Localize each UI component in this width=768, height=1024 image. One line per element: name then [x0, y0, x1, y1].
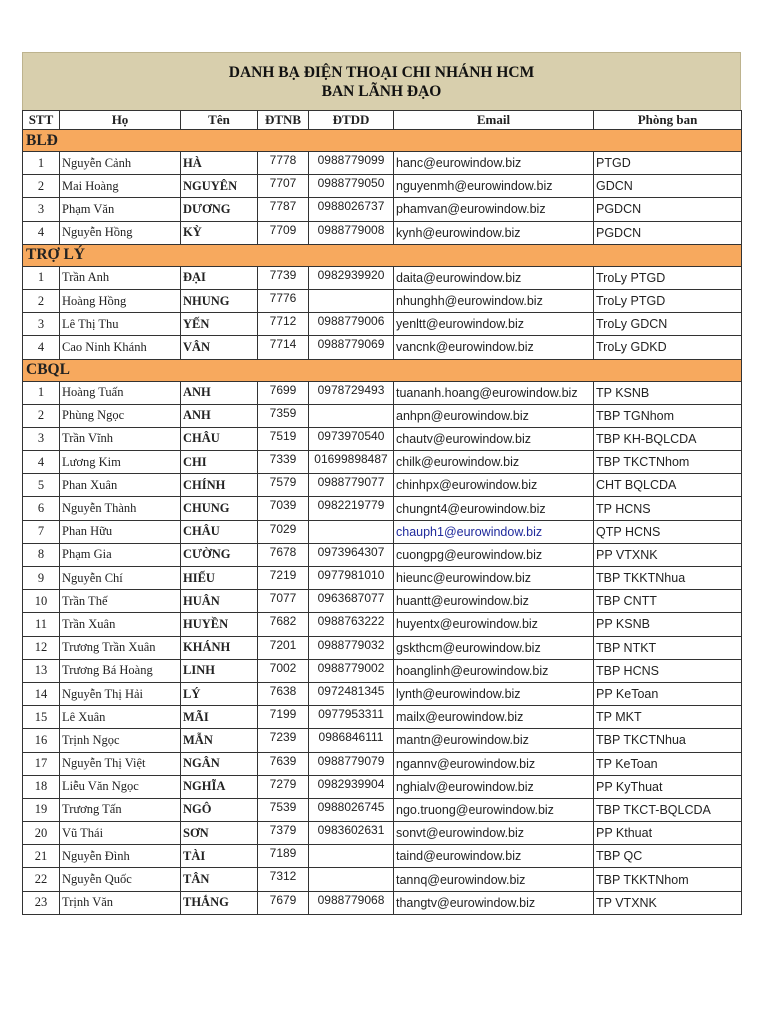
row-dtdd: 0982939904 — [309, 775, 394, 798]
header-ho: Họ — [60, 111, 181, 130]
row-email[interactable]: kynh@eurowindow.biz — [394, 221, 594, 244]
row-ten: MẪN — [181, 729, 258, 752]
row-email[interactable]: gskthcm@eurowindow.biz — [394, 636, 594, 659]
row-dtnb: 7077 — [258, 590, 309, 613]
row-stt: 2 — [23, 289, 60, 312]
row-ho: Mai Hoàng — [60, 175, 181, 198]
table-row — [23, 404, 742, 427]
row-phong-ban: TP KeToan — [594, 752, 742, 775]
row-phong-ban: TBP TKCTNhua — [594, 729, 742, 752]
row-ho: Phan Hữu — [60, 520, 181, 543]
row-phong-ban: TBP HCNS — [594, 659, 742, 682]
row-phong-ban: TroLy PTGD — [594, 289, 742, 312]
row-dtnb: 7539 — [258, 798, 309, 821]
row-phong-ban: PP KSNB — [594, 613, 742, 636]
row-dtnb: 7279 — [258, 775, 309, 798]
row-ten: NGÂN — [181, 752, 258, 775]
row-ten: ĐẠI — [181, 266, 258, 289]
row-stt: 14 — [23, 682, 60, 705]
row-ho: Trần Anh — [60, 266, 181, 289]
row-stt: 12 — [23, 636, 60, 659]
row-ho: Lê Thị Thu — [60, 313, 181, 336]
row-phong-ban: TBP TKCT-BQLCDA — [594, 798, 742, 821]
row-ho: Vũ Thái — [60, 822, 181, 845]
row-email[interactable]: phamvan@eurowindow.biz — [394, 198, 594, 221]
table-row — [23, 289, 742, 312]
table-row — [23, 221, 742, 244]
row-ten: CƯỜNG — [181, 543, 258, 566]
row-dtdd: 0973964307 — [309, 543, 394, 566]
row-phong-ban: GDCN — [594, 175, 742, 198]
table-row — [23, 175, 742, 198]
row-ho: Trần Xuân — [60, 613, 181, 636]
row-dtdd: 0988779050 — [309, 175, 394, 198]
table-row — [23, 427, 742, 450]
row-phong-ban: TroLy PTGD — [594, 266, 742, 289]
row-ho: Trương Trần Xuân — [60, 636, 181, 659]
row-email[interactable]: nghialv@eurowindow.biz — [394, 775, 594, 798]
table-row — [23, 868, 742, 891]
row-email[interactable]: lynth@eurowindow.biz — [394, 682, 594, 705]
row-dtdd: 0963687077 — [309, 590, 394, 613]
row-email[interactable]: ngannv@eurowindow.biz — [394, 752, 594, 775]
row-phong-ban: QTP HCNS — [594, 520, 742, 543]
row-phong-ban: TBP TKCTNhom — [594, 451, 742, 474]
row-email[interactable]: chinhpx@eurowindow.biz — [394, 474, 594, 497]
row-dtdd: 0977953311 — [309, 706, 394, 729]
table-row — [23, 706, 742, 729]
section-label: BLĐ — [23, 130, 742, 152]
row-dtnb: 7029 — [258, 520, 309, 543]
table-row — [23, 775, 742, 798]
row-ten: HUÂN — [181, 590, 258, 613]
directory-subtitle: BAN LÃNH ĐẠO — [321, 83, 442, 100]
row-dtnb: 7339 — [258, 451, 309, 474]
row-dtdd: 0988779008 — [309, 221, 394, 244]
table-row — [23, 636, 742, 659]
row-email[interactable]: hanc@eurowindow.biz — [394, 152, 594, 175]
row-phong-ban: CHT BQLCDA — [594, 474, 742, 497]
row-ho: Nguyễn Quốc — [60, 868, 181, 891]
row-stt: 4 — [23, 221, 60, 244]
row-ten: CHÂU — [181, 427, 258, 450]
row-stt: 22 — [23, 868, 60, 891]
row-phong-ban: TroLy GDKD — [594, 336, 742, 359]
row-dtnb: 7189 — [258, 845, 309, 868]
row-ten: MÃI — [181, 706, 258, 729]
row-email[interactable]: tuananh.hoang@eurowindow.biz — [394, 381, 594, 404]
row-email[interactable]: mailx@eurowindow.biz — [394, 706, 594, 729]
row-stt: 21 — [23, 845, 60, 868]
table-row — [23, 497, 742, 520]
row-email[interactable]: daita@eurowindow.biz — [394, 266, 594, 289]
row-phong-ban: PP VTXNK — [594, 543, 742, 566]
row-ten: NHUNG — [181, 289, 258, 312]
row-dtnb: 7359 — [258, 404, 309, 427]
row-ho: Nguyễn Chí — [60, 567, 181, 590]
table-row — [23, 152, 742, 175]
row-email[interactable]: sonvt@eurowindow.biz — [394, 822, 594, 845]
row-ten: KỲ — [181, 221, 258, 244]
row-stt: 9 — [23, 567, 60, 590]
phone-directory-sheet — [22, 52, 741, 915]
row-email[interactable]: mantn@eurowindow.biz — [394, 729, 594, 752]
row-dtdd: 0982219779 — [309, 497, 394, 520]
row-email[interactable]: vancnk@eurowindow.biz — [394, 336, 594, 359]
row-ten: HÀ — [181, 152, 258, 175]
table-row — [23, 752, 742, 775]
row-dtdd: 01699898487 — [309, 451, 394, 474]
section-row — [23, 359, 742, 381]
row-email[interactable]: ngo.truong@eurowindow.biz — [394, 798, 594, 821]
header-ten: Tên — [181, 111, 258, 130]
row-email[interactable]: hieunc@eurowindow.biz — [394, 567, 594, 590]
row-phong-ban: PGDCN — [594, 221, 742, 244]
row-ho: Nguyễn Đình — [60, 845, 181, 868]
row-phong-ban: TP MKT — [594, 706, 742, 729]
row-phong-ban: TBP KH-BQLCDA — [594, 427, 742, 450]
row-dtnb: 7199 — [258, 706, 309, 729]
table-row — [23, 659, 742, 682]
table-row — [23, 520, 742, 543]
row-dtdd — [309, 404, 394, 427]
directory-title-block — [22, 52, 741, 110]
row-ten: DƯƠNG — [181, 198, 258, 221]
row-dtnb: 7739 — [258, 266, 309, 289]
row-dtnb: 7219 — [258, 567, 309, 590]
row-ten: TÀI — [181, 845, 258, 868]
row-stt: 7 — [23, 520, 60, 543]
row-phong-ban: PTGD — [594, 152, 742, 175]
directory-title: DANH BẠ ĐIỆN THOẠI CHI NHÁNH HCM — [228, 64, 535, 81]
row-dtdd: 0988779069 — [309, 336, 394, 359]
row-dtdd: 0988779032 — [309, 636, 394, 659]
row-dtdd: 0978729493 — [309, 381, 394, 404]
table-row — [23, 822, 742, 845]
row-dtnb: 7201 — [258, 636, 309, 659]
row-dtdd: 0988779006 — [309, 313, 394, 336]
row-phong-ban: TroLy GDCN — [594, 313, 742, 336]
row-ho: Phan Xuân — [60, 474, 181, 497]
row-ho: Phùng Ngọc — [60, 404, 181, 427]
row-stt: 5 — [23, 474, 60, 497]
row-stt: 1 — [23, 381, 60, 404]
row-ten: HUYỀN — [181, 613, 258, 636]
row-email[interactable]: thangtv@eurowindow.biz — [394, 891, 594, 914]
row-dtdd — [309, 520, 394, 543]
row-dtdd: 0986846111 — [309, 729, 394, 752]
header-dtnb: ĐTNB — [258, 111, 309, 130]
row-ten: ANH — [181, 404, 258, 427]
row-ten: CHUNG — [181, 497, 258, 520]
row-dtnb: 7714 — [258, 336, 309, 359]
row-ho: Phạm Văn — [60, 198, 181, 221]
table-row — [23, 451, 742, 474]
table-row — [23, 266, 742, 289]
header-stt: STT — [23, 111, 60, 130]
row-ho: Nguyễn Hồng — [60, 221, 181, 244]
row-dtnb: 7679 — [258, 891, 309, 914]
row-ho: Nguyễn Cảnh — [60, 152, 181, 175]
section-row — [23, 130, 742, 152]
row-dtdd: 0973970540 — [309, 427, 394, 450]
row-dtnb: 7712 — [258, 313, 309, 336]
row-dtdd: 0988779068 — [309, 891, 394, 914]
row-phong-ban: TBP TKKTNhua — [594, 567, 742, 590]
row-stt: 6 — [23, 497, 60, 520]
row-stt: 8 — [23, 543, 60, 566]
row-dtdd: 0988779002 — [309, 659, 394, 682]
table-row — [23, 613, 742, 636]
row-dtnb: 7239 — [258, 729, 309, 752]
row-stt: 16 — [23, 729, 60, 752]
table-row — [23, 845, 742, 868]
row-email[interactable]: cuongpg@eurowindow.biz — [394, 543, 594, 566]
section-label: CBQL — [23, 359, 742, 381]
row-phong-ban: PP KeToan — [594, 682, 742, 705]
row-email[interactable]: taind@eurowindow.biz — [394, 845, 594, 868]
table-row — [23, 474, 742, 497]
row-dtnb: 7638 — [258, 682, 309, 705]
row-stt: 15 — [23, 706, 60, 729]
row-ten: VÂN — [181, 336, 258, 359]
row-ten: YẾN — [181, 313, 258, 336]
row-dtnb: 7312 — [258, 868, 309, 891]
row-dtnb: 7002 — [258, 659, 309, 682]
row-phong-ban: TBP TGNhom — [594, 404, 742, 427]
row-dtdd: 0988779077 — [309, 474, 394, 497]
row-phong-ban: TBP QC — [594, 845, 742, 868]
row-dtnb: 7039 — [258, 497, 309, 520]
row-email[interactable]: anhpn@eurowindow.biz — [394, 404, 594, 427]
row-email[interactable]: tannq@eurowindow.biz — [394, 868, 594, 891]
row-dtdd — [309, 289, 394, 312]
row-ho: Nguyễn Thị Việt — [60, 752, 181, 775]
header-dtdd: ĐTDD — [309, 111, 394, 130]
header-phong-ban: Phòng ban — [594, 111, 742, 130]
row-email[interactable]: nhunghh@eurowindow.biz — [394, 289, 594, 312]
row-ho: Trần Thế — [60, 590, 181, 613]
row-email[interactable]: hoanglinh@eurowindow.biz — [394, 659, 594, 682]
row-ho: Phạm Gia — [60, 543, 181, 566]
row-ho: Hoàng Hồng — [60, 289, 181, 312]
row-dtdd: 0988026745 — [309, 798, 394, 821]
section-row — [23, 244, 742, 266]
row-ho: Trần Vĩnh — [60, 427, 181, 450]
row-ho: Cao Ninh Khánh — [60, 336, 181, 359]
row-stt: 13 — [23, 659, 60, 682]
row-stt: 17 — [23, 752, 60, 775]
row-ho: Lương Kim — [60, 451, 181, 474]
row-phong-ban: PP KyThuat — [594, 775, 742, 798]
row-dtnb: 7787 — [258, 198, 309, 221]
row-stt: 2 — [23, 404, 60, 427]
row-ten: CHÍNH — [181, 474, 258, 497]
row-email[interactable]: huantt@eurowindow.biz — [394, 590, 594, 613]
row-phong-ban: TBP TKKTNhom — [594, 868, 742, 891]
row-phong-ban: TBP CNTT — [594, 590, 742, 613]
row-ho: Nguyễn Thành — [60, 497, 181, 520]
row-ten: NGUYÊN — [181, 175, 258, 198]
row-dtnb: 7682 — [258, 613, 309, 636]
row-dtdd: 0972481345 — [309, 682, 394, 705]
row-dtdd — [309, 845, 394, 868]
row-ho: Trịnh Ngọc — [60, 729, 181, 752]
row-ho: Hoàng Tuấn — [60, 381, 181, 404]
row-stt: 2 — [23, 175, 60, 198]
row-email[interactable]: huyentx@eurowindow.biz — [394, 613, 594, 636]
row-email[interactable]: chauph1@eurowindow.biz — [394, 520, 594, 543]
header-row — [23, 111, 742, 130]
row-ho: Trương Tấn — [60, 798, 181, 821]
row-stt: 4 — [23, 451, 60, 474]
row-ten: NGHĨA — [181, 775, 258, 798]
row-stt: 3 — [23, 313, 60, 336]
table-row — [23, 729, 742, 752]
row-dtnb: 7579 — [258, 474, 309, 497]
row-stt: 1 — [23, 152, 60, 175]
row-ho: Nguyễn Thị Hải — [60, 682, 181, 705]
table-row — [23, 336, 742, 359]
row-dtdd: 0977981010 — [309, 567, 394, 590]
row-dtdd: 0988763222 — [309, 613, 394, 636]
table-row — [23, 590, 742, 613]
row-stt: 10 — [23, 590, 60, 613]
row-email[interactable]: chautv@eurowindow.biz — [394, 427, 594, 450]
row-ten: TÂN — [181, 868, 258, 891]
row-phong-ban: TP KSNB — [594, 381, 742, 404]
row-email[interactable]: yenltt@eurowindow.biz — [394, 313, 594, 336]
row-stt: 23 — [23, 891, 60, 914]
table-row — [23, 891, 742, 914]
row-dtdd: 0983602631 — [309, 822, 394, 845]
row-stt: 3 — [23, 198, 60, 221]
row-ten: ANH — [181, 381, 258, 404]
row-dtnb: 7776 — [258, 289, 309, 312]
row-ten: CHÂU — [181, 520, 258, 543]
row-phong-ban: TP HCNS — [594, 497, 742, 520]
row-dtnb: 7699 — [258, 381, 309, 404]
row-ten: KHÁNH — [181, 636, 258, 659]
table-row — [23, 313, 742, 336]
table-row — [23, 682, 742, 705]
row-dtnb: 7707 — [258, 175, 309, 198]
row-ho: Trương Bá Hoàng — [60, 659, 181, 682]
row-ten: LINH — [181, 659, 258, 682]
row-email[interactable]: chungnt4@eurowindow.biz — [394, 497, 594, 520]
row-dtdd — [309, 868, 394, 891]
row-ten: THẮNG — [181, 891, 258, 914]
row-dtdd: 0988779099 — [309, 152, 394, 175]
directory-table — [22, 110, 742, 915]
table-row — [23, 567, 742, 590]
row-stt: 1 — [23, 266, 60, 289]
section-label: TRỢ LÝ — [23, 244, 742, 266]
table-row — [23, 798, 742, 821]
row-ho: Trịnh Văn — [60, 891, 181, 914]
row-phong-ban: PGDCN — [594, 198, 742, 221]
row-dtnb: 7519 — [258, 427, 309, 450]
row-dtnb: 7379 — [258, 822, 309, 845]
row-dtnb: 7709 — [258, 221, 309, 244]
row-phong-ban: PP Kthuat — [594, 822, 742, 845]
row-phong-ban: TBP NTKT — [594, 636, 742, 659]
table-row — [23, 381, 742, 404]
row-dtdd: 0982939920 — [309, 266, 394, 289]
row-stt: 3 — [23, 427, 60, 450]
table-row — [23, 543, 742, 566]
row-stt: 19 — [23, 798, 60, 821]
row-ten: LÝ — [181, 682, 258, 705]
row-stt: 20 — [23, 822, 60, 845]
row-email[interactable]: nguyenmh@eurowindow.biz — [394, 175, 594, 198]
row-dtdd: 0988779079 — [309, 752, 394, 775]
row-ho: Liễu Văn Ngọc — [60, 775, 181, 798]
row-stt: 18 — [23, 775, 60, 798]
table-row — [23, 198, 742, 221]
row-ten: HIẾU — [181, 567, 258, 590]
row-ten: NGÔ — [181, 798, 258, 821]
row-stt: 11 — [23, 613, 60, 636]
row-phong-ban: TP VTXNK — [594, 891, 742, 914]
row-stt: 4 — [23, 336, 60, 359]
row-ten: SƠN — [181, 822, 258, 845]
row-dtnb: 7678 — [258, 543, 309, 566]
row-ho: Lê Xuân — [60, 706, 181, 729]
row-dtdd: 0988026737 — [309, 198, 394, 221]
row-email[interactable]: chilk@eurowindow.biz — [394, 451, 594, 474]
row-ten: CHI — [181, 451, 258, 474]
row-dtnb: 7778 — [258, 152, 309, 175]
row-dtnb: 7639 — [258, 752, 309, 775]
header-email: Email — [394, 111, 594, 130]
